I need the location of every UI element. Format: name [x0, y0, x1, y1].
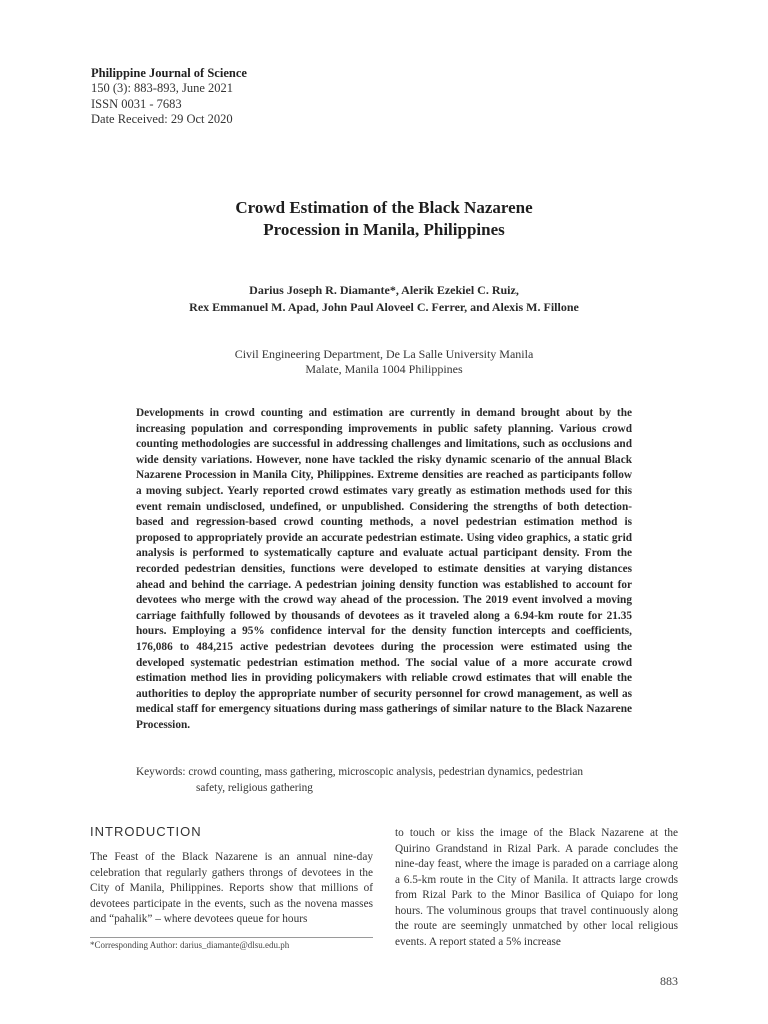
introduction-left-column: The Feast of the Black Nazarene is an annual nine-day celebration that regularly gathers throngs of devotees in the City of Manila, Philippines. Reports show that millions of devotees participate in the events, such as the novena masses and “pahalik” – where devotees queue for hours — [90, 851, 373, 925]
date-received: Date Received: 29 Oct 2020 — [91, 111, 233, 126]
journal-header — [91, 66, 391, 127]
journal-name: Philippine Journal of Science — [91, 66, 247, 80]
affiliation-line-1: Civil Engineering Department, De La Salle University Manila — [234, 347, 534, 361]
page-number: 883 — [660, 974, 678, 988]
author-list — [90, 282, 678, 316]
authors-line-2: Rex Emmanuel M. Apad, John Paul Aloveel C. Ferrer, and Alexis M. Fillone — [189, 300, 579, 314]
introduction-right-column: to touch or kiss the image of the Black Nazarene at the Quirino Grandstand in Rizal Park. A parade concludes the nine-day feast, where the image is paraded on a carriage along a 6.5-km route in the City of Manila. It attracts large crowds from Rizal Park to the Minor Basilica of Quiapo for long hours. The voluminous groups that travel continuously along the route are seemingly unmatched by other local religious events. A report stated a 5% increase — [395, 827, 678, 948]
journal-volume: 150 (3): 883-893, June 2021 — [91, 81, 233, 96]
title-line-2: Procession in Manila, Philippines — [263, 220, 505, 239]
keywords — [136, 765, 636, 796]
abstract: Developments in crowd counting and estimation are currently in demand brought about by the increasing population and corresponding improvements in public safety planning. Various crowd counting methodologies are successful in addressing challenges and limitations, such as occlusions and wide density variations. However, none have tackled the risky dynamic scenario of the annual Black Nazarene Procession in Manila City, Philippines. Extreme densities are reached as participants follow a moving subject. Yearly reported crowd estimates vary greatly as estimation methods used for this event remain undisclosed, undefined, or unpublished. Considering the strengths of both detection-based and regression-based crowd counting methods, a novel pedestrian estimation method is proposed to appropriately provide an accurate pedestrian estimate. Using video graphics, a static grid analysis is performed to systematically capture and evaluate actual participant density. From the recorded pedestrian densities, functions were developed to estimate densities at varying distances ahead and behind the carriage. A pedestrian joining density function was established to account for devotees who merge with the crowd way ahead of the procession. The 2019 event involved a moving carriage faithfully followed by thousands of devotees as it traveled along a 6.94-km route for 21.35 hours. Employing a 95% confidence interval for the density function intercepts and coefficients, 176,086 to 484,215 active pedestrian devotees during the procession were estimated using the developed systematic pedestrian estimation method. The social value of a more accurate crowd estimation method lies in providing policymakers with reliable crowd estimates that will enable the authorities to deploy the appropriate number of security personnel for crowd management, as well as medical staff for emergency situations during mass gatherings of similar nature to the Black Nazarene Procession. — [136, 407, 632, 731]
section-heading-introduction: INTRODUCTION — [90, 824, 202, 839]
paper-title — [100, 197, 668, 241]
title-line-1: Crowd Estimation of the Black Nazarene — [235, 198, 533, 217]
keywords-line-1: Keywords: crowd counting, mass gathering, microscopic analysis, pedestrian dynamics, pedestrian — [136, 766, 584, 778]
footnote-divider — [90, 937, 373, 938]
affiliation — [90, 347, 678, 377]
corresponding-author-footnote: *Corresponding Author: darius_diamante@dlsu.edu.ph — [90, 940, 290, 950]
journal-issn: ISSN 0031 - 7683 — [91, 96, 182, 111]
keywords-line-2: safety, religious gathering — [196, 781, 313, 794]
authors-line-1: Darius Joseph R. Diamante*, Alerik Ezekiel C. Ruiz, — [249, 283, 519, 297]
affiliation-line-2: Malate, Manila 1004 Philippines — [305, 362, 463, 376]
